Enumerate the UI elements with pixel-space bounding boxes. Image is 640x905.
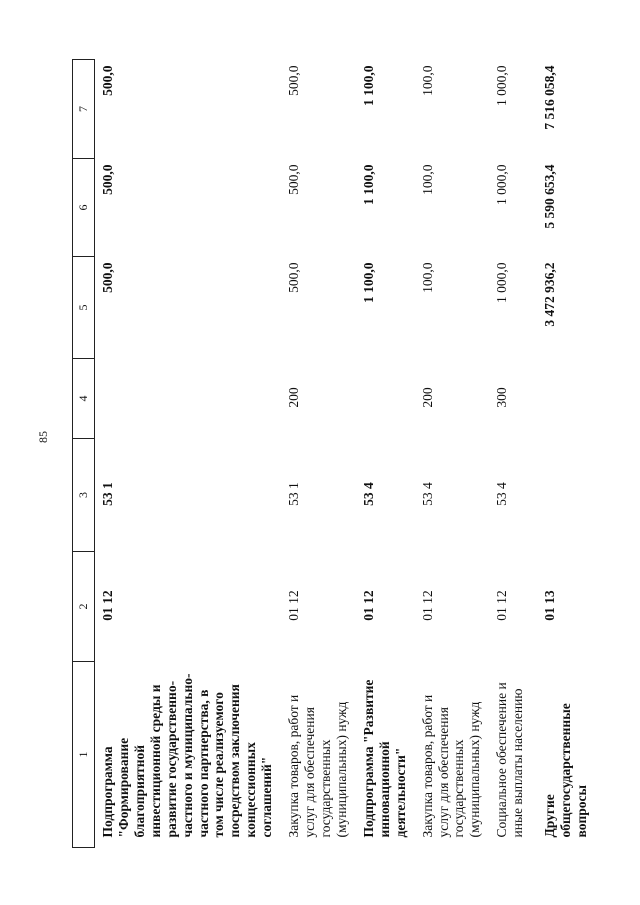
row-year1: 1 100,0 (360, 262, 376, 303)
row-target (537, 439, 596, 552)
row-year1: 3 472 936,2 (542, 262, 558, 327)
row-year3: 500,0 (100, 65, 115, 96)
row-name: Подпрограмма "Развитие инновационной деятельности" (360, 679, 408, 838)
row-target: 53 4 (360, 482, 376, 506)
header-col-2: 2 (73, 552, 95, 662)
row-name: Закупка товаров, работ и услуг для обеспечения государственных (муниципальных) нужд (286, 694, 349, 838)
row-expense-type (95, 359, 282, 439)
header-col-7: 7 (73, 60, 95, 159)
header-col-4: 4 (73, 359, 95, 439)
row-expense-type: 200 (419, 387, 435, 408)
budget-table (72, 59, 596, 848)
row-section: 01 12 (286, 590, 302, 621)
budget-table-rotated (72, 60, 590, 848)
row-expense-type: 200 (286, 387, 302, 408)
header-col-5: 5 (73, 257, 95, 359)
row-expense-type: 300 (494, 387, 510, 408)
row-year1: 100,0 (419, 262, 435, 293)
page-number: 85 (36, 431, 50, 443)
row-year2: 5 590 653,4 (542, 164, 558, 229)
header-row (73, 60, 95, 848)
row-year1: 500,0 (286, 262, 302, 293)
row-year1: 500,0 (100, 262, 115, 293)
table-row (537, 60, 596, 848)
row-target: 53 1 (100, 482, 115, 506)
row-target: 53 4 (419, 482, 435, 506)
row-name: Закупка товаров, работ и услуг для обеспечения государственных (муниципальных) нужд (419, 694, 483, 838)
row-year2: 1 100,0 (360, 164, 376, 205)
row-year3: 100,0 (419, 65, 435, 96)
row-target: 53 1 (286, 482, 302, 506)
row-name: Другие общегосударственные вопросы (542, 703, 590, 838)
row-section: 01 12 (419, 590, 435, 621)
row-section: 01 12 (494, 590, 510, 621)
row-year3: 1 000,0 (494, 65, 510, 106)
row-section: 01 12 (100, 590, 115, 621)
row-year2: 500,0 (100, 164, 115, 195)
row-year1: 1 000,0 (494, 262, 510, 303)
row-year3: 1 100,0 (360, 65, 376, 106)
table-row (95, 60, 282, 848)
header-col-3: 3 (73, 439, 95, 552)
row-section: 01 12 (360, 590, 376, 621)
row-section: 01 13 (542, 590, 558, 621)
row-name: Подпрограмма "Формирование благоприятной инвестиционной среды и развитие государственно-частного и муниципально-частного партнерства, в том числе реализуемого посредством заключения концессионных соглашений" (100, 673, 275, 838)
row-target: 53 4 (494, 482, 510, 506)
row-year2: 100,0 (419, 164, 435, 195)
row-year2: 1 000,0 (494, 164, 510, 205)
row-year3: 500,0 (286, 65, 302, 96)
row-year3: 7 516 058,4 (542, 65, 558, 130)
row-expense-type (356, 359, 415, 439)
table-row (281, 60, 356, 848)
table-row (356, 60, 415, 848)
table-row (415, 60, 490, 848)
header-col-1: 1 (73, 662, 95, 848)
row-name: Социальное обеспечение и иные выплаты населению (494, 682, 526, 838)
table-row (489, 60, 537, 848)
row-expense-type (537, 359, 596, 439)
row-year2: 500,0 (286, 164, 302, 195)
header-col-6: 6 (73, 159, 95, 257)
